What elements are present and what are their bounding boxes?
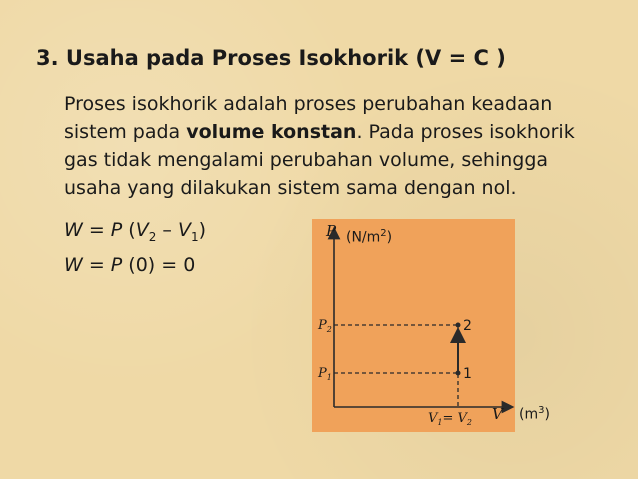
slide-heading: 3. Usaha pada Proses Isokhorik (V = C ) — [36, 46, 506, 70]
eq2-w: W — [64, 254, 83, 276]
v-label-eq: = V — [442, 411, 467, 426]
v-label-sub2: 2 — [466, 418, 472, 427]
paragraph-text-1: Proses isokhorik adalah proses perubahan keadaan sistem pada — [64, 93, 553, 143]
volume-unit — [519, 405, 550, 423]
v-label-sub1: 1 — [437, 418, 443, 427]
v-label — [428, 411, 472, 427]
eq2-equals: = — [82, 254, 111, 276]
point-2-label: 2 — [463, 318, 472, 334]
eq1-v1: V — [177, 219, 191, 241]
pv-diagram-svg — [312, 219, 515, 432]
pressure-unit — [346, 228, 392, 246]
eq1-equals: = — [82, 219, 111, 241]
volume-unit-sup: 3 — [538, 405, 545, 416]
pv-diagram — [312, 219, 515, 432]
y-axis-label: P — [326, 222, 337, 240]
p2-label-main: P — [318, 318, 327, 333]
eq1-sub1: 1 — [190, 229, 199, 244]
eq2-p: P — [110, 254, 123, 276]
eq1-close: ) — [198, 219, 207, 241]
eq2-rest: (0) = 0 — [122, 254, 196, 276]
p2-label-sub: 2 — [326, 325, 332, 334]
state-point-1 — [456, 371, 461, 376]
p1-label-sub: 1 — [326, 373, 332, 382]
pressure-unit-close: ) — [386, 229, 393, 246]
eq1-w: W — [64, 219, 83, 241]
volume-unit-base: (m — [519, 406, 539, 423]
eq1-open: ( — [122, 219, 136, 241]
p1-label-main: P — [318, 366, 327, 381]
p1-label — [317, 366, 332, 382]
paragraph-text-2: . Pada proses isokhorik gas tidak mengalami perubahan volume, sehingga usaha yang dilakukan sistem sama dengan nol. — [64, 121, 575, 199]
work-equation-1 — [64, 219, 206, 244]
volume-unit-close: ) — [544, 406, 550, 423]
paragraph-bold-text: volume konstan — [186, 121, 357, 143]
state-point-2 — [456, 323, 461, 328]
point-1-label: 1 — [463, 366, 472, 382]
eq1-p: P — [110, 219, 123, 241]
eq1-v2: V — [135, 219, 149, 241]
x-axis-label: V — [492, 405, 503, 423]
v-label-v1: V — [428, 411, 438, 426]
pressure-unit-base: (N/m — [346, 229, 381, 246]
description-paragraph — [64, 90, 604, 202]
pressure-unit-sup: 2 — [380, 228, 387, 239]
eq1-minus: – — [156, 219, 178, 241]
work-equation-2 — [64, 254, 195, 276]
p2-label — [317, 318, 332, 334]
eq1-sub2: 2 — [148, 229, 157, 244]
